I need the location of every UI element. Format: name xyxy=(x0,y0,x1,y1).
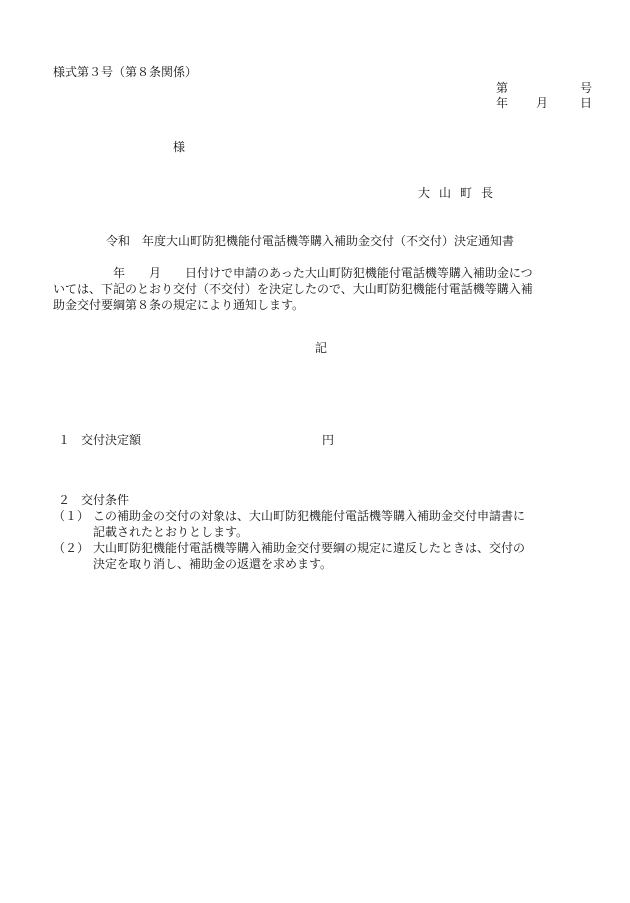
form-label: 様式第３号（第８条関係） xyxy=(53,65,198,79)
yen-unit: 円 xyxy=(322,433,335,447)
item-grant-conditions xyxy=(58,492,130,508)
item-number: １ xyxy=(58,433,71,447)
condition-line: 大山町防犯機能付電話機等購入補助金交付要綱の規定に違反したときは、交付の xyxy=(93,541,526,555)
condition-marker: （１） xyxy=(53,509,90,523)
body-line: 助金交付要綱第８条の規定により通知します。 xyxy=(53,298,305,312)
item-number: ２ xyxy=(58,493,71,507)
condition-line: 決定を取り消し、補助金の返還を求めます。 xyxy=(93,557,333,571)
date-day: 日 xyxy=(580,96,593,110)
date-year: 年 xyxy=(496,96,509,110)
condition-item xyxy=(53,540,593,572)
addressee-honorific: 様 xyxy=(173,140,186,154)
condition-marker: （２） xyxy=(53,541,90,555)
item-label: 交付決定額 xyxy=(81,433,142,447)
condition-item xyxy=(53,508,593,540)
body-paragraph xyxy=(53,265,593,313)
condition-line: この補助金の交付の対象は、大山町防犯機能付電話機等購入補助金交付申請書に xyxy=(93,509,526,523)
item-label: 交付条件 xyxy=(81,493,130,507)
ki-heading: 記 xyxy=(315,341,328,355)
document-title: 令和 年度大山町防犯機能付電話機等購入補助金交付（不交付）決定通知書 xyxy=(106,234,515,248)
issuer-name: 大山町長 xyxy=(418,186,503,200)
condition-line: 記載されたとおりとします。 xyxy=(93,525,249,539)
body-line: 年 月 日付けで申請のあった大山町防犯機能付電話機等購入補助金につ xyxy=(53,266,533,280)
item-grant-amount xyxy=(58,432,335,448)
number-prefix: 第 xyxy=(496,81,509,95)
date-month: 月 xyxy=(536,96,549,110)
number-suffix: 号 xyxy=(580,81,593,95)
body-line: いては、下記のとおり交付（不交付）を決定したので、大山町防犯機能付電話機等購入補 xyxy=(53,282,533,296)
